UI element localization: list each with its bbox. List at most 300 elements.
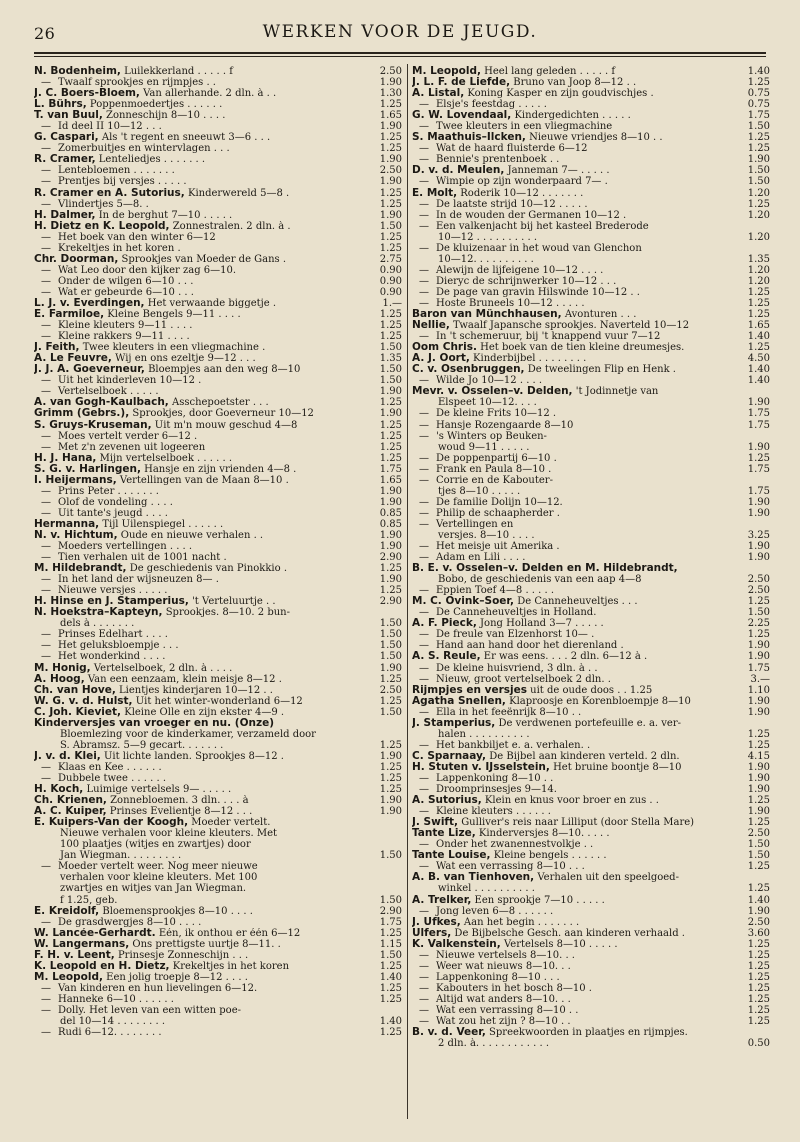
entry-text	[412, 188, 770, 199]
catalog-entry	[34, 596, 402, 607]
entry-text	[412, 596, 770, 607]
ditto-dash: —	[419, 960, 429, 972]
catalog-entry	[34, 861, 402, 872]
catalog-entry	[34, 663, 402, 674]
entry-title: Jan Wiegman. . . . . . . . .	[60, 850, 182, 862]
entry-price: 1.90	[379, 662, 402, 674]
entry-title: Jong Holland 3—7 . . . . .	[480, 618, 604, 630]
entry-text	[34, 464, 402, 475]
entry-text	[412, 795, 770, 806]
entry-author: N. v. Hichtum,	[34, 529, 118, 541]
catalog-entry	[412, 872, 770, 883]
entry-title: Lappenkoning 8—10 . .	[436, 773, 554, 784]
catalog-entry	[34, 751, 402, 762]
entry-title: Uit tante's jeugd . . . .	[58, 507, 168, 519]
entry-text	[412, 883, 770, 894]
ditto-dash: —	[419, 1016, 429, 1028]
ditto-dash: —	[41, 121, 51, 133]
entry-text	[34, 298, 402, 309]
entry-title: De Bijbel aan kinderen verteld. 2 dln.	[489, 750, 680, 762]
entry-text	[34, 188, 402, 199]
entry-price: 1.90	[747, 397, 770, 409]
entry-title: Lientjes kinderjaren 10—12 . .	[119, 684, 273, 696]
ditto-dash: —	[419, 673, 429, 685]
entry-price: 1.75	[379, 916, 402, 928]
entry-title: Kleine Bengels 9—11 . . . .	[107, 309, 241, 321]
entry-title: De tweelingen Flip en Henk .	[527, 364, 676, 376]
entry-title: Een jolig troepje 8—12 . . . .	[106, 971, 248, 983]
entry-text	[34, 685, 402, 696]
catalog-entry	[412, 983, 770, 994]
entry-title: Twaalf sprookjes en rijmpjes . .	[58, 77, 216, 89]
entry-title: Bennie's prentenboek . .	[436, 154, 560, 166]
entry-text	[412, 309, 770, 320]
entry-title: Kabouters in het bosch 8—10 .	[436, 982, 592, 994]
entry-title: Eppien Toef 4—8 . . . . .	[436, 585, 555, 597]
entry-price: 3.25	[747, 529, 770, 541]
catalog-entry	[34, 928, 402, 939]
entry-price: 4.15	[747, 750, 770, 762]
entry-text	[34, 99, 402, 110]
entry-text	[34, 132, 402, 143]
entry-title: De kleine huisvriend, 3 dln. à . .	[436, 662, 598, 674]
entry-title: Lappenkoning 8—10 . . .	[436, 971, 560, 983]
ditto-dash: —	[419, 585, 429, 597]
entry-text	[34, 762, 402, 773]
entry-title: 't Verteluurtje . .	[192, 596, 276, 608]
ditto-dash: —	[419, 541, 429, 553]
catalog-entry	[412, 309, 770, 320]
catalog-entry	[34, 552, 402, 563]
entry-author: Mevr. v. Osselen–v. Delden,	[412, 386, 573, 398]
entry-text	[412, 1027, 770, 1038]
entry-price: 1.90	[747, 905, 770, 917]
entry-title: Uit het winter-wonderland 6—12	[135, 695, 303, 707]
entry-price: 1.25	[747, 596, 770, 608]
entry-text	[34, 552, 402, 563]
entry-price: 1.90	[379, 795, 402, 807]
entry-title: Het bankbiljet e. a. verhalen. .	[436, 739, 591, 751]
entry-text	[412, 486, 770, 497]
entry-price: 1.25	[379, 784, 402, 796]
entry-author: S. Gruys-Kruseman,	[34, 419, 152, 431]
entry-title: Gulliver's reis naar Lilliput (door Stella Mare)	[461, 817, 695, 829]
entry-price: 1.25	[379, 99, 402, 111]
entry-text	[34, 530, 402, 541]
catalog-entry	[34, 740, 402, 751]
entry-price: 1.90	[379, 209, 402, 221]
entry-text	[34, 618, 402, 629]
entry-price: 1.75	[747, 463, 770, 475]
entry-author: Chr. Doorman,	[34, 253, 119, 265]
entry-author: A. Hoog,	[34, 673, 85, 685]
entry-text	[412, 707, 770, 718]
entry-author: A. B. van Tienhoven,	[412, 872, 535, 884]
entry-author: J. Stamperius,	[412, 717, 496, 729]
entry-price: 1.90	[379, 574, 402, 586]
catalog-entry	[34, 232, 402, 243]
entry-price: 1.25	[747, 143, 770, 155]
entry-price: 1.25	[379, 419, 402, 431]
entry-price: 1.90	[379, 496, 402, 508]
entry-title: Vertelselboek . . . . .	[58, 386, 159, 398]
entry-author: Ch. Krienen,	[34, 795, 107, 807]
entry-author: M. Hildebrandt,	[34, 563, 127, 575]
catalog-entry	[412, 320, 770, 331]
catalog-entry	[34, 607, 402, 618]
catalog-entry	[34, 475, 402, 486]
catalog-entry	[412, 375, 770, 386]
entry-text	[34, 320, 402, 331]
ditto-dash: —	[419, 496, 429, 508]
entry-title: Het meisje uit Amerika .	[436, 541, 560, 553]
catalog-entry	[412, 541, 770, 552]
entry-title: Wat zou het zijn ? 8—10 . .	[436, 1016, 571, 1028]
entry-price: 2.50	[379, 66, 402, 77]
catalog-entry	[412, 784, 770, 795]
entry-author: C. Sparnaay,	[412, 750, 487, 762]
entry-price: 1.25	[379, 242, 402, 254]
entry-price: 1.25	[379, 960, 402, 972]
entry-author: Agatha Snellen,	[412, 695, 506, 707]
entry-price: 1.50	[747, 607, 770, 619]
entry-author: H. Dietz en K. Leopold,	[34, 220, 170, 232]
entry-price: 1.40	[747, 331, 770, 343]
entry-price: 1.90	[747, 806, 770, 818]
entry-price: 1.50	[379, 364, 402, 376]
entry-price: 1.50	[747, 176, 770, 188]
entry-title: Sprookjes. 8—10. 2 bun-	[165, 607, 290, 619]
entry-price: 0.50	[747, 1038, 770, 1050]
entry-author: N. Hoekstra–Kapteyn,	[34, 607, 163, 619]
catalog-entry	[34, 640, 402, 651]
entry-price: 1.75	[747, 419, 770, 431]
entry-title: zwartjes en witjes van Jan Wiegman.	[60, 883, 247, 895]
catalog-entry	[412, 607, 770, 618]
entry-price: 1.25	[379, 309, 402, 321]
entry-author: A. J. Oort,	[412, 353, 470, 365]
entry-text	[412, 77, 770, 88]
entry-text	[34, 420, 402, 431]
entry-author: Ch. van Hove,	[34, 684, 116, 696]
entry-title: Het wonderkind . . . .	[58, 651, 166, 663]
entry-price: 1.25	[379, 320, 402, 332]
ditto-dash: —	[41, 574, 51, 586]
entry-title: De page van gravin Hilswinde 10—12 . .	[436, 286, 640, 298]
entry-title: Nieuwe vriendjes 8—10 . .	[529, 132, 663, 144]
entry-price: 1.50	[379, 651, 402, 663]
entry-title: Onder het zwanennestvolkje . .	[436, 839, 594, 851]
entry-price: 1.90	[379, 176, 402, 188]
entry-title: Kleine kleuters . . . . . .	[436, 806, 551, 818]
catalog-entry	[34, 210, 402, 221]
entry-text	[412, 552, 770, 563]
entry-text	[34, 563, 402, 574]
entry-text	[412, 464, 770, 475]
entry-text	[412, 762, 770, 773]
entry-title: Het geluksbloempje . . .	[58, 640, 179, 652]
entry-text	[412, 265, 770, 276]
entry-text	[34, 508, 402, 519]
entry-author: H. Koch,	[34, 784, 84, 796]
entry-author: Grimm (Gebrs.),	[34, 408, 130, 420]
entry-text	[34, 861, 402, 872]
entry-text	[34, 342, 402, 353]
ditto-dash: —	[41, 916, 51, 928]
entry-title: 100 plaatjes (witjes en zwartjes) door	[60, 839, 251, 851]
entry-title: Wij en ons ezeltje 9—12 . . .	[115, 353, 256, 365]
ditto-dash: —	[41, 507, 51, 519]
entry-author: C. Joh. Kieviet,	[34, 706, 122, 718]
catalog-entry	[412, 276, 770, 287]
entry-text	[34, 994, 402, 1005]
entry-text	[34, 883, 402, 894]
ditto-dash: —	[419, 949, 429, 961]
entry-text	[34, 265, 402, 276]
entry-text	[412, 221, 770, 232]
ditto-dash: —	[41, 331, 51, 343]
catalog-entry	[34, 154, 402, 165]
entry-title: Moeder vertelt.	[191, 817, 271, 829]
catalog-entry	[412, 243, 770, 254]
entry-title: 10—12. . . . . . . . . .	[438, 253, 534, 265]
entry-title: dels à . . . . . . .	[60, 618, 135, 630]
entry-author: Tante Lize,	[412, 828, 476, 840]
entry-text	[34, 453, 402, 464]
entry-title: Wat een verrassing 8—10 . . .	[436, 861, 585, 873]
entry-text	[412, 276, 770, 287]
entry-text	[412, 574, 770, 585]
entry-price: 1.20	[747, 209, 770, 221]
entry-author: R. Cramer,	[34, 154, 96, 166]
entry-title: Janneman 7— . . . . .	[507, 165, 610, 177]
entry-price: 1.25	[747, 883, 770, 895]
entry-price: 1.25	[747, 861, 770, 873]
entry-price: 1.50	[379, 618, 402, 630]
entry-price: 1.15	[379, 938, 402, 950]
entry-title: Een sprookje 7—10 . . . . .	[474, 894, 605, 906]
entry-text	[412, 1016, 770, 1027]
entry-title: Nieuwe vertelsels 8—10. . .	[436, 949, 575, 961]
catalog-entry	[34, 541, 402, 552]
catalog-entry	[34, 1005, 402, 1016]
entry-price: 1.20	[747, 264, 770, 276]
entry-text	[34, 895, 402, 906]
entry-price: 2.50	[379, 684, 402, 696]
ditto-dash: —	[419, 507, 429, 519]
entry-price: 1.25	[379, 993, 402, 1005]
entry-title: Onder de wilgen 6—10 . . .	[58, 275, 194, 287]
entry-price: 1.50	[747, 165, 770, 177]
catalog-entry	[34, 1027, 402, 1038]
entry-title: Bruno van Joop 8—12 . .	[513, 77, 637, 89]
ditto-dash: —	[419, 739, 429, 751]
entry-title: verhalen voor kleine kleuters. Met 100	[60, 872, 258, 884]
entry-text	[412, 994, 770, 1005]
entry-price: 1.—	[382, 297, 402, 309]
catalog-entry	[34, 906, 402, 917]
entry-title: De Canneheuveltjes in Holland.	[436, 607, 597, 619]
entry-author: J. L. F. de Liefde,	[412, 77, 511, 89]
entry-text	[34, 961, 402, 972]
catalog-entry	[34, 342, 402, 353]
entry-author: Baron van Münchhausen,	[412, 309, 562, 321]
entry-price: 1.50	[379, 706, 402, 718]
entry-price: 1.25	[747, 1004, 770, 1016]
entry-price: 1.25	[747, 297, 770, 309]
entry-text	[412, 640, 770, 651]
entry-title: Nieuw, groot vertelselboek 2 dln. .	[436, 673, 611, 685]
header-rule-thin	[34, 56, 766, 57]
entry-text	[412, 983, 770, 994]
entry-author: L. J. v. Everdingen,	[34, 297, 145, 309]
catalog-entry	[34, 486, 402, 497]
ditto-dash: —	[41, 541, 51, 553]
entry-title: Frank en Paula 8—10 .	[436, 463, 552, 475]
entry-text	[412, 386, 770, 397]
entry-title: Klein en knus voor broer en zus . .	[484, 795, 659, 807]
entry-price: 0.90	[379, 286, 402, 298]
column-divider	[407, 64, 408, 1119]
catalog-entry	[34, 243, 402, 254]
entry-author: Kinderversjes van vroeger en nu. (Onze)	[34, 717, 275, 729]
entry-price: 1.90	[747, 640, 770, 652]
entry-author: R. Cramer en A. Sutorius,	[34, 187, 185, 199]
entry-title: Wat Leo door den kijker zag 6—10.	[58, 264, 237, 276]
ditto-dash: —	[41, 651, 51, 663]
page-number: 26	[34, 24, 56, 43]
entry-title: Wat er gebeurde 6—10 . . .	[58, 286, 194, 298]
catalog-entry	[412, 497, 770, 508]
entry-price: 1.40	[747, 364, 770, 376]
catalog-entry	[34, 883, 402, 894]
entry-text	[412, 154, 770, 165]
entry-price: 3.60	[747, 927, 770, 939]
entry-text	[34, 210, 402, 221]
entry-price: 1.75	[747, 110, 770, 122]
entry-title: Ella in het feeënrijk 8—10 . .	[436, 706, 582, 718]
entry-text	[412, 674, 770, 685]
ditto-dash: —	[419, 176, 429, 188]
entry-title: Luimige vertelsels 9— . . . . .	[86, 784, 232, 796]
entry-text	[34, 232, 402, 243]
entry-text	[34, 839, 402, 850]
entry-title: Prentjes bij versjes . . . . .	[58, 176, 187, 188]
ditto-dash: —	[419, 993, 429, 1005]
ditto-dash: —	[41, 264, 51, 276]
ditto-dash: —	[41, 1027, 51, 1039]
entry-title: 's Winters op Beuken-	[436, 430, 547, 442]
entry-text	[34, 773, 402, 784]
catalog-entry	[34, 497, 402, 508]
catalog-entry	[34, 386, 402, 397]
ditto-dash: —	[41, 629, 51, 641]
entry-title: Weer wat nieuws 8—10. . .	[436, 960, 571, 972]
entry-title: Oude en nieuwe verhalen . .	[120, 529, 264, 541]
entry-text	[412, 375, 770, 386]
entry-author: J. J. A. Goeverneur,	[34, 364, 145, 376]
ditto-dash: —	[41, 375, 51, 387]
catalog-entry	[34, 1016, 402, 1027]
entry-author: Tante Louise,	[412, 850, 491, 862]
entry-text	[412, 629, 770, 640]
entry-title: Moes vertelt verder 6—12 .	[58, 430, 198, 442]
entry-author: J. C. Boers-Bloem,	[34, 88, 140, 100]
entry-text	[412, 784, 770, 795]
ditto-dash: —	[419, 408, 429, 420]
entry-price: 1.25	[379, 430, 402, 442]
catalog-entry	[34, 353, 402, 364]
entry-text	[412, 663, 770, 674]
entry-title: Hoste Bruneels 10—12 . . . . .	[436, 297, 585, 309]
entry-price: 4.50	[747, 353, 770, 365]
entry-text	[412, 1038, 770, 1049]
catalog-entry	[34, 221, 402, 232]
entry-text	[34, 221, 402, 232]
entry-title: Hansje en zijn vrienden 4—8 .	[144, 463, 297, 475]
entry-title: Krekeltjes in het koren .	[58, 242, 181, 254]
ditto-dash: —	[419, 773, 429, 784]
entry-author: E. Kuipers-Van der Koogh,	[34, 817, 189, 829]
catalog-entry	[34, 585, 402, 596]
catalog-entry	[412, 585, 770, 596]
entry-text	[412, 729, 770, 740]
entry-text	[412, 508, 770, 519]
entry-text	[34, 629, 402, 640]
entry-title: Philip de schaapherder .	[436, 507, 560, 519]
entry-title: De geschiedenis van Pinokkio .	[129, 563, 287, 575]
entry-price: 1.25	[379, 132, 402, 144]
entry-text	[412, 143, 770, 154]
ditto-dash: —	[41, 275, 51, 287]
entry-title: In de berghut 7—10 . . . . .	[98, 209, 233, 221]
ditto-dash: —	[419, 982, 429, 994]
entry-text	[34, 431, 402, 442]
catalog-entry	[34, 287, 402, 298]
entry-title: halen . . . . . . . . . .	[438, 728, 530, 740]
entry-text	[412, 961, 770, 972]
entry-price: 1.25	[747, 1016, 770, 1028]
ditto-dash: —	[41, 286, 51, 298]
catalog-entry	[34, 563, 402, 574]
ditto-dash: —	[419, 419, 429, 431]
entry-title: Zonnebloemen. 3 dln. . . . à	[110, 795, 249, 807]
entry-title: Het boek van de tien kleine dreumesjes.	[480, 342, 685, 354]
entry-title: Vertelselboek, 2 dln. à . . . .	[93, 662, 233, 674]
entry-title: Dieryc de schrijnwerker 10—12 . . .	[436, 275, 617, 287]
entry-price: 0.75	[747, 99, 770, 111]
catalog-entry	[34, 298, 402, 309]
entry-title: del 10—14 . . . . . . . .	[60, 1016, 166, 1028]
entry-text	[412, 342, 770, 353]
entry-price: 2.25	[747, 618, 770, 630]
catalog-entry	[412, 232, 770, 243]
catalog-entry	[34, 99, 402, 110]
entry-text	[412, 685, 770, 696]
entry-price: 1.65	[379, 474, 402, 486]
entry-text	[412, 331, 770, 342]
entry-price: 0.85	[379, 507, 402, 519]
entry-title: Lenteliedjes . . . . . . .	[98, 154, 206, 166]
entry-title: Moeders vertellingen . . . .	[58, 541, 193, 553]
entry-title: Twee kleuters in een vliegmachine .	[82, 342, 266, 354]
entry-text	[34, 1016, 402, 1027]
entry-text	[34, 928, 402, 939]
entry-price: 1.25	[379, 198, 402, 210]
catalog-entry	[34, 718, 402, 729]
entry-price: 1.25	[747, 817, 770, 829]
catalog-entry	[412, 1016, 770, 1027]
